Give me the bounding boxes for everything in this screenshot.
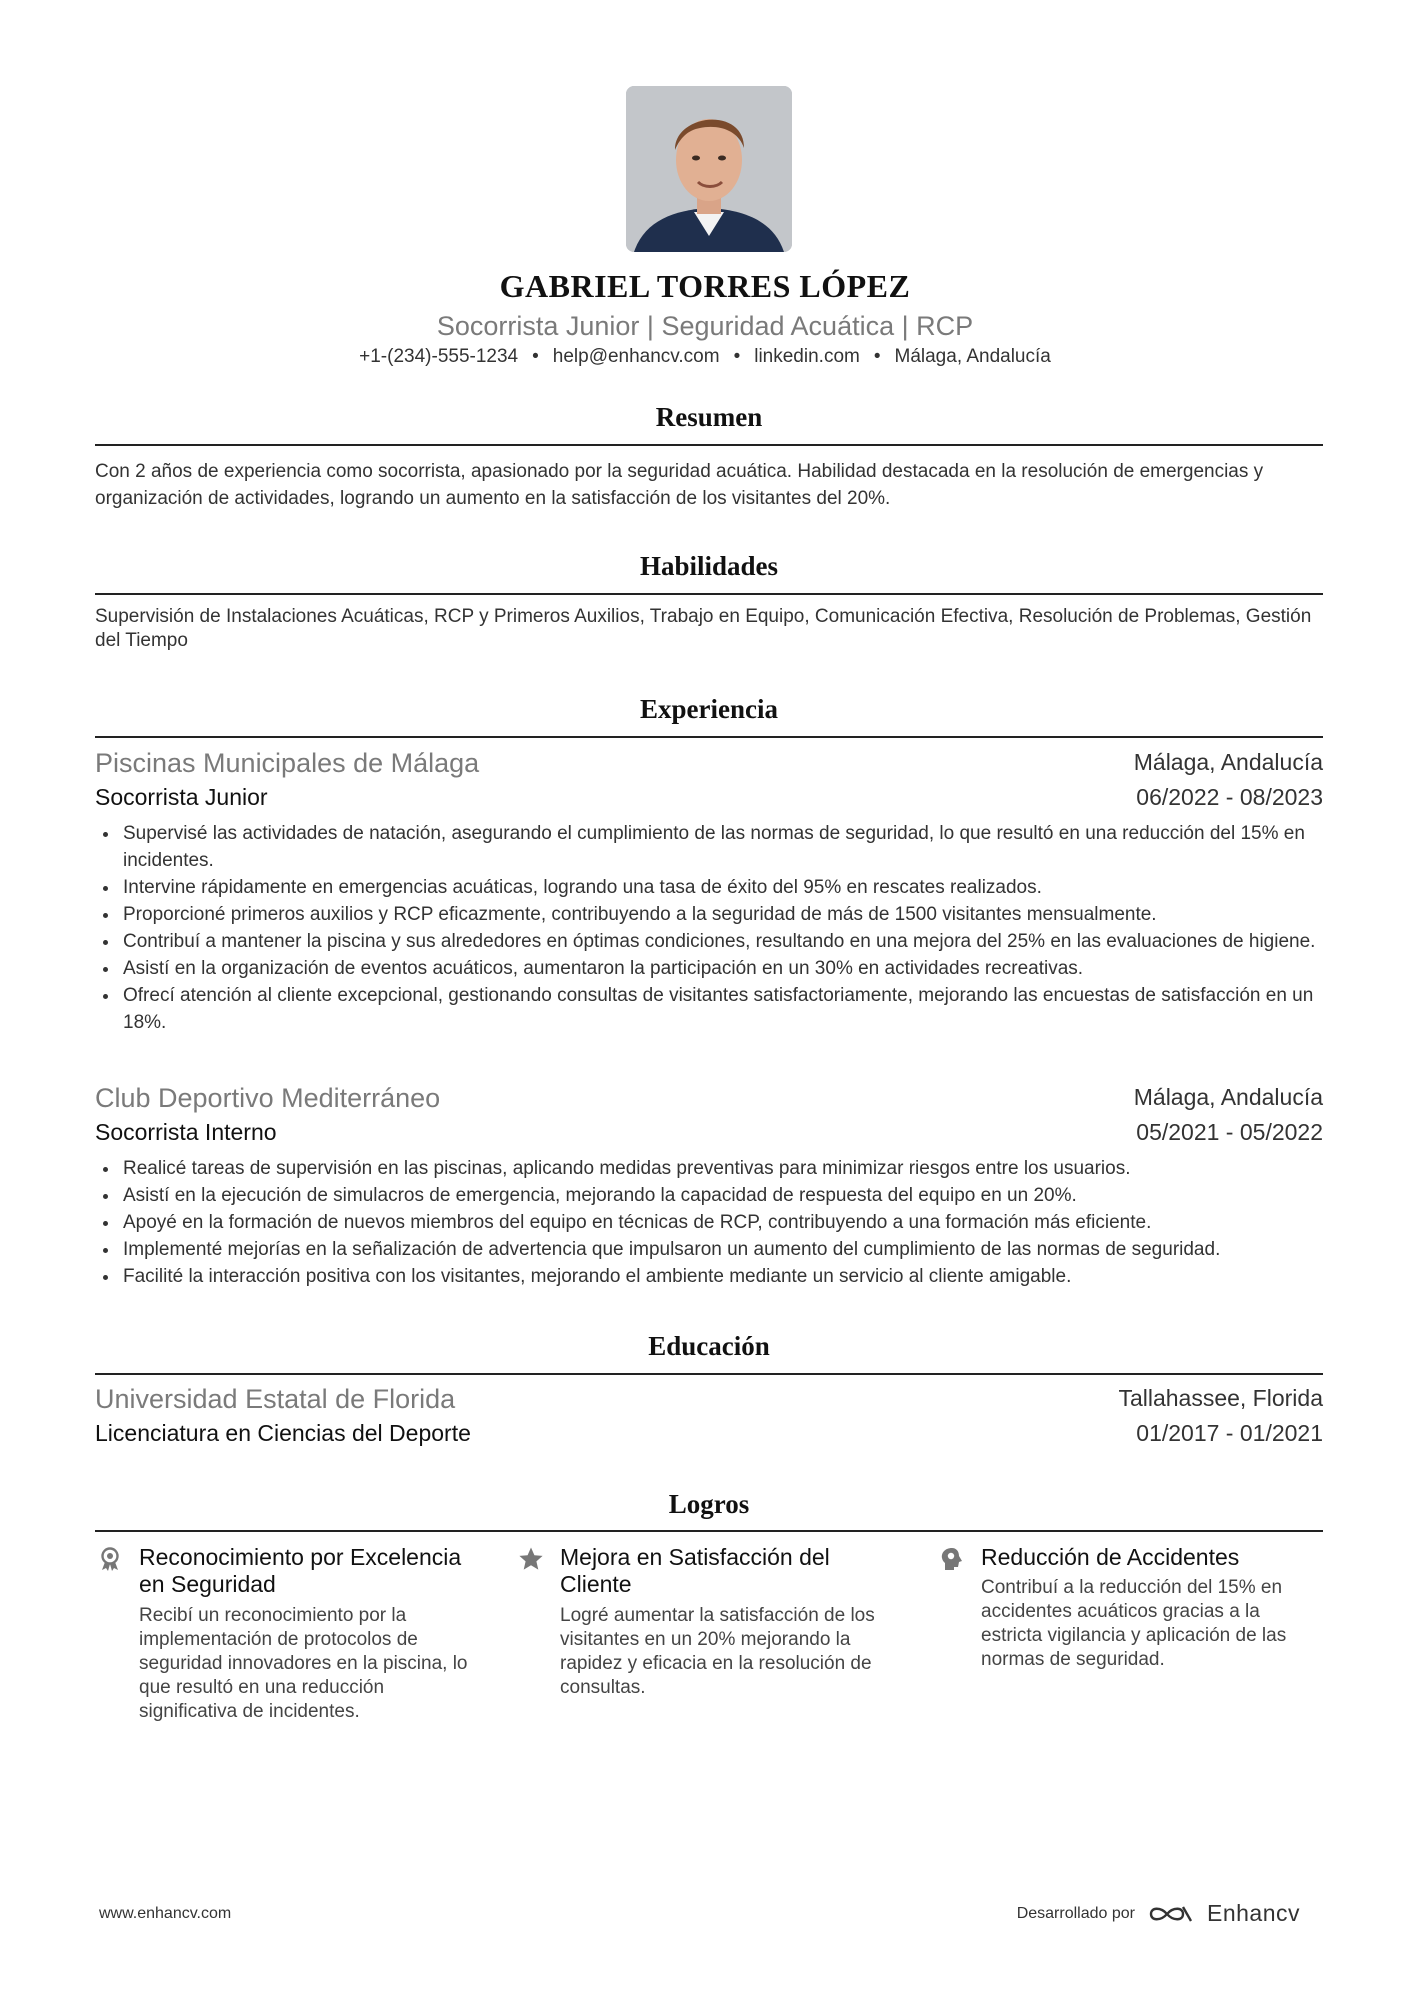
list-item: Proporcioné primeros auxilios y RCP eficazmente, contribuyendo a la seguridad de más de 1500 visitantes mensualmente.	[95, 901, 1335, 928]
list-item: Ofrecí atención al cliente excepcional, gestionando consultas de visitantes satisfactoriamente, mejorando las encuestas de satisfacción en un 18%.	[95, 982, 1335, 1036]
linkedin-link[interactable]: linkedin.com	[754, 346, 860, 367]
star-icon	[518, 1546, 544, 1572]
location-text: Málaga, Andalucía	[894, 346, 1051, 367]
job-company: Piscinas Municipales de Málaga	[95, 748, 480, 778]
achievement-title: Mejora en Satisfacción del Cliente	[560, 1544, 830, 1597]
list-item: Supervisé las actividades de natación, asegurando el cumplimiento de las normas de seguridad, lo que resultó en una reducción del 15% en incidentes.	[95, 820, 1335, 874]
skills-heading: Habilidades	[639, 551, 779, 581]
job-company: Club Deportivo Mediterráneo	[95, 1083, 441, 1113]
footer-website-link[interactable]: www.enhancv.com	[99, 1905, 232, 1922]
list-item: Implementé mejorías en la señalización de advertencia que impulsaron un aumento del cumplimiento de las normas de seguridad.	[95, 1236, 1335, 1263]
section-divider	[95, 1530, 1323, 1532]
achievement-title: Reconocimiento por Excelencia en Seguridad	[139, 1544, 462, 1597]
powered-by-label: Desarrollado por	[1016, 1904, 1135, 1922]
list-item: Asistí en la ejecución de simulacros de emergencia, mejorando la capacidad de respuesta del equipo en un 20%.	[95, 1182, 1335, 1209]
head-idea-icon	[939, 1546, 965, 1572]
candidate-headline: Socorrista Junior | Seguridad Acuática | RCP	[436, 311, 974, 341]
education-location: Tallahassee, Florida	[1118, 1385, 1323, 1411]
award-ribbon-icon	[97, 1546, 123, 1572]
list-item: Asistí en la organización de eventos acuáticos, aumentaron la participación en un 30% en actividades recreativas.	[95, 955, 1335, 982]
education-degree: Licenciatura en Ciencias del Deporte	[95, 1420, 471, 1446]
separator-dot: •	[733, 346, 741, 367]
enhancv-brand-name: Enhancv	[1206, 1900, 1300, 1926]
section-divider	[95, 593, 1323, 595]
job-dates: 05/2021 - 05/2022	[1136, 1119, 1323, 1145]
job-location: Málaga, Andalucía	[1133, 749, 1323, 775]
achievement-description: Recibí un reconocimiento por la implementación de protocolos de seguridad innovadores en la piscina, lo que resultó en una reducción significativa de incidentes.	[139, 1605, 468, 1722]
profile-photo	[626, 86, 792, 252]
education-school: Universidad Estatal de Florida	[95, 1384, 456, 1414]
education-heading: Educación	[648, 1331, 770, 1361]
enhancv-logo-icon	[1147, 1902, 1195, 1926]
job-bullets	[95, 1155, 1335, 1290]
job-location: Málaga, Andalucía	[1133, 1084, 1323, 1110]
list-item: Facilité la interacción positiva con los visitantes, mejorando el ambiente mediante un servicio al cliente amigable.	[95, 1263, 1335, 1290]
section-divider	[95, 444, 1323, 446]
footer-powered-by	[1017, 1900, 1300, 1927]
separator-dot: •	[873, 346, 881, 367]
list-item: Realicé tareas de supervisión en las piscinas, aplicando medidas preventivas para minimizar riesgos entre los usuarios.	[95, 1155, 1335, 1182]
job-title: Socorrista Junior	[95, 784, 268, 810]
achievement-title: Reducción de Accidentes	[981, 1544, 1240, 1570]
summary-text: Con 2 años de experiencia como socorrista, apasionado por la seguridad acuática. Habilidad destacada en la resolución de emergencias y organización de actividades, logrando un aumento en la satisfacción de los visitantes del 20%.	[95, 461, 1264, 509]
list-item: Apoyé en la formación de nuevos miembros del equipo en técnicas de RCP, contribuyendo a una formación más eficiente.	[95, 1209, 1335, 1236]
phone-text: +1-(234)-555-1234	[359, 346, 519, 367]
contact-line	[0, 346, 1410, 368]
skills-text: Supervisión de Instalaciones Acuáticas, RCP y Primeros Auxilios, Trabajo en Equipo, Comunicación Efectiva, Resolución de Problemas, Gestión del Tiempo	[95, 606, 1312, 651]
email-link[interactable]: help@enhancv.com	[552, 346, 720, 367]
job-title: Socorrista Interno	[95, 1119, 277, 1145]
experience-heading: Experiencia	[640, 694, 778, 724]
list-item: Contribuí a mantener la piscina y sus alrededores en óptimas condiciones, resultando en una mejora del 25% en las evaluaciones de higiene.	[95, 928, 1335, 955]
section-divider	[95, 736, 1323, 738]
candidate-name: GABRIEL TORRES LÓPEZ	[499, 268, 911, 304]
separator-dot: •	[532, 346, 539, 367]
achievements-heading: Logros	[668, 1489, 750, 1519]
summary-heading: Resumen	[655, 402, 763, 432]
education-dates: 01/2017 - 01/2021	[1136, 1420, 1323, 1446]
list-item: Intervine rápidamente en emergencias acuáticas, logrando una tasa de éxito del 95% en rescates realizados.	[95, 874, 1335, 901]
job-dates: 06/2022 - 08/2023	[1136, 784, 1323, 810]
achievement-description: Contribuí a la reducción del 15% en accidentes acuáticos gracias a la estricta vigilancia y aplicación de las normas de seguridad.	[981, 1577, 1287, 1670]
job-bullets	[95, 820, 1335, 1036]
section-divider	[95, 1373, 1323, 1375]
achievement-description: Logré aumentar la satisfacción de los visitantes en un 20% mejorando la rapidez y eficacia en la resolución de consultas.	[560, 1605, 875, 1698]
